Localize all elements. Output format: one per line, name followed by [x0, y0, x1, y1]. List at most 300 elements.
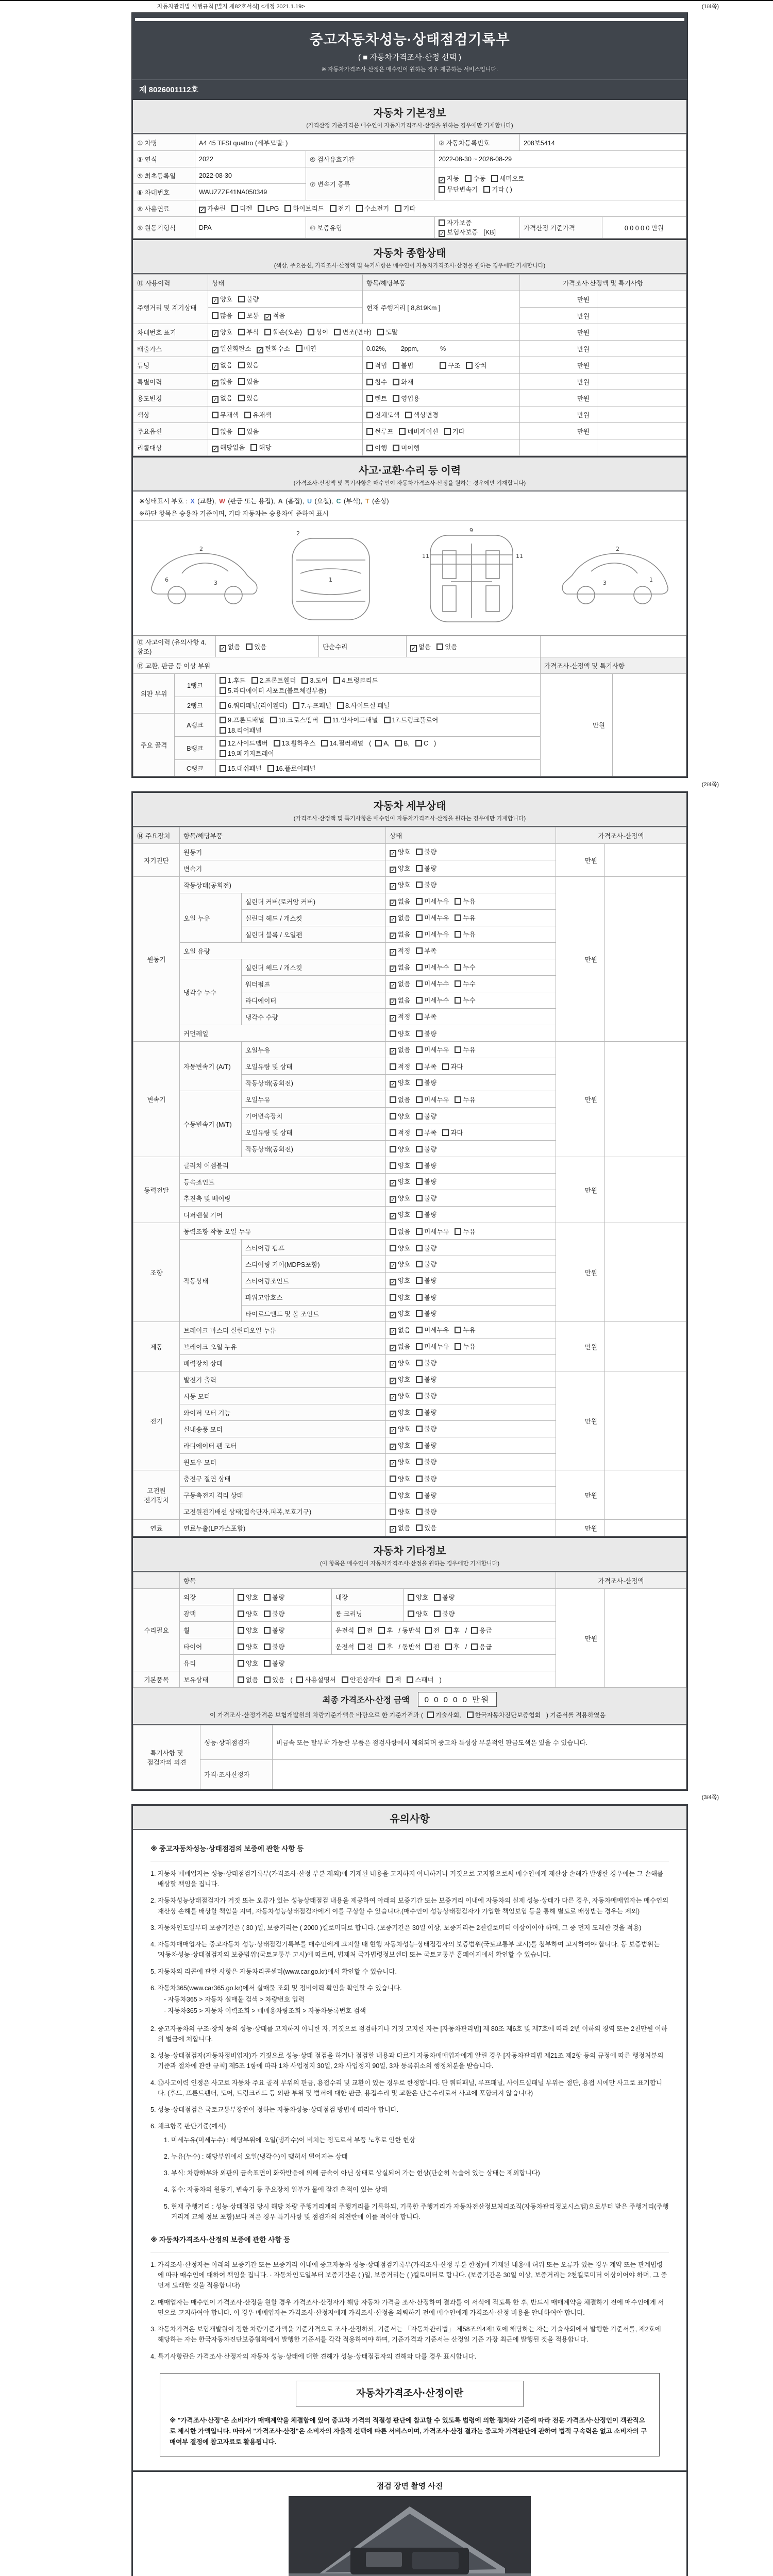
checkbox-icon[interactable] — [358, 1627, 365, 1634]
checkbox-option — [238, 427, 259, 436]
checkbox-option — [407, 1675, 433, 1684]
checkbox-checked-icon[interactable]: ✓ — [391, 1213, 396, 1219]
checkbox-icon[interactable] — [390, 1063, 396, 1070]
checkbox-icon[interactable] — [466, 362, 473, 369]
checkbox-label: 훼손(오손) — [273, 329, 302, 336]
item-label: 실린더 헤드 / 개스킷 — [242, 959, 386, 976]
checkbox-icon[interactable] — [442, 1129, 449, 1136]
checkbox-option — [390, 962, 410, 972]
overall-condition-table — [133, 274, 686, 456]
checkbox-label: 양호 — [398, 1178, 411, 1185]
checkbox-icon[interactable] — [416, 865, 423, 872]
checkbox-option — [416, 1045, 449, 1054]
checkbox-icon[interactable] — [366, 445, 373, 451]
checkbox-icon[interactable] — [416, 1509, 423, 1515]
device-group: 고전원 전기장치 — [133, 1470, 180, 1520]
checkbox-icon[interactable] — [330, 205, 337, 212]
checkbox-icon[interactable] — [416, 1079, 423, 1086]
checkbox-checked-icon[interactable]: ✓ — [391, 950, 396, 956]
checkbox-checked-icon[interactable]: ✓ — [265, 314, 271, 320]
checkbox-icon[interactable] — [416, 1492, 423, 1499]
checkbox-icon[interactable] — [471, 1627, 478, 1634]
checkbox-checked-icon[interactable]: ✓ — [213, 298, 218, 304]
checkbox-checked-icon[interactable]: ✓ — [391, 1395, 396, 1401]
checkbox-checked-icon[interactable]: ✓ — [391, 884, 396, 890]
checkbox-icon[interactable] — [390, 1245, 396, 1251]
item-label: 충전구 절연 상태 — [180, 1470, 386, 1487]
checkbox-icon[interactable] — [471, 1643, 478, 1650]
checkbox-icon[interactable] — [408, 1611, 414, 1617]
checkbox-icon[interactable] — [416, 1228, 423, 1235]
checkbox-icon[interactable] — [395, 205, 401, 212]
checkbox-label: 양호 — [398, 1426, 411, 1433]
checkbox-icon[interactable] — [416, 914, 423, 921]
checkbox-icon[interactable] — [390, 1146, 396, 1153]
checkbox-icon[interactable] — [238, 329, 245, 335]
checkbox-icon[interactable] — [324, 717, 331, 723]
checkbox-option — [408, 1609, 428, 1618]
checkbox-checked-icon[interactable]: ✓ — [391, 1444, 396, 1450]
checkbox-icon[interactable] — [416, 1195, 423, 1201]
checkbox-icon[interactable] — [238, 1627, 244, 1634]
checkbox-icon[interactable] — [444, 428, 451, 435]
checkbox-label: 탄화수소 — [265, 345, 290, 352]
checkbox-label: 부족 — [424, 1129, 437, 1137]
checkbox-icon[interactable] — [378, 1643, 385, 1650]
checkbox-icon[interactable] — [393, 445, 399, 451]
checkbox-checked-icon[interactable]: ✓ — [213, 380, 218, 386]
checkbox-icon[interactable] — [384, 717, 391, 723]
checkbox-icon[interactable] — [416, 1096, 423, 1103]
item-state — [386, 976, 556, 992]
item-state — [386, 992, 556, 1009]
checkbox-icon[interactable] — [416, 882, 423, 888]
checkbox-checked-icon[interactable]: ✓ — [391, 900, 396, 906]
checkbox-icon[interactable] — [366, 428, 373, 435]
checkbox-option — [390, 1358, 410, 1368]
checkbox-label: 수소전기 — [364, 205, 390, 212]
checkbox-icon[interactable] — [296, 1676, 303, 1683]
item-state — [386, 1520, 556, 1536]
checkbox-icon[interactable] — [212, 428, 219, 435]
checkbox-icon[interactable] — [390, 1294, 396, 1301]
checkbox-checked-icon[interactable]: ✓ — [391, 1461, 396, 1467]
checkbox-icon[interactable] — [416, 1310, 423, 1317]
checkbox-checked-icon[interactable]: ✓ — [391, 1329, 396, 1335]
damage-code-desc: (요철), — [313, 498, 333, 505]
checkbox-icon[interactable] — [408, 1594, 414, 1601]
checkbox-icon[interactable] — [416, 1376, 423, 1383]
checkbox-icon[interactable] — [455, 980, 461, 987]
checkbox-icon[interactable] — [416, 1113, 423, 1120]
checkbox-checked-icon[interactable]: ✓ — [391, 1180, 396, 1187]
checkbox-icon[interactable] — [416, 1360, 423, 1366]
opinion-role-label: 가격·조사산정자 — [200, 1760, 273, 1789]
tuning-legal-options — [366, 362, 419, 369]
damage-code-desc: (판금 또는 용접), — [226, 498, 275, 505]
checkbox-icon[interactable] — [378, 1627, 385, 1634]
checkbox-checked-icon[interactable]: ✓ — [200, 207, 205, 213]
checkbox-icon[interactable] — [390, 1113, 396, 1120]
checkbox-icon[interactable] — [416, 1245, 423, 1251]
checkbox-icon[interactable] — [416, 980, 423, 987]
checkbox-icon[interactable] — [439, 186, 445, 193]
checkbox-icon[interactable] — [264, 1611, 271, 1617]
checkbox-checked-icon[interactable]: ✓ — [391, 1263, 396, 1269]
checkbox-label: 양호 — [398, 1376, 411, 1383]
checkbox-label: 구조 — [448, 362, 461, 369]
checkbox-icon[interactable] — [395, 740, 402, 747]
checkbox-icon[interactable] — [416, 898, 423, 905]
checkbox-checked-icon[interactable]: ✓ — [391, 1048, 396, 1055]
checkbox-checked-icon[interactable]: ✓ — [391, 1197, 396, 1203]
checkbox-icon[interactable] — [440, 362, 446, 369]
checkbox-icon[interactable] — [220, 717, 226, 723]
page-number-1: (1/4쪽) — [701, 4, 719, 10]
checkbox-checked-icon[interactable]: ✓ — [221, 645, 226, 652]
checkbox-icon[interactable] — [390, 1228, 396, 1235]
checkbox-option — [442, 1128, 463, 1137]
checkbox-icon[interactable] — [334, 329, 341, 335]
inline-text: ( — [369, 740, 372, 747]
checkbox-icon[interactable] — [416, 1277, 423, 1284]
checkbox-checked-icon[interactable]: ✓ — [391, 867, 396, 873]
checkbox-icon[interactable] — [416, 1476, 423, 1482]
checkbox-icon[interactable] — [293, 702, 299, 709]
checkbox-icon[interactable] — [251, 677, 258, 684]
checkbox-icon[interactable] — [238, 1676, 244, 1683]
special-history-kind-options — [363, 374, 520, 390]
checkbox-icon[interactable] — [337, 702, 344, 709]
checkbox-icon[interactable] — [436, 643, 443, 650]
checkbox-label: 불량 — [424, 1112, 437, 1120]
checkbox-icon[interactable] — [377, 329, 384, 335]
note-cell — [605, 1157, 686, 1223]
checkbox-icon[interactable] — [220, 750, 226, 757]
checkbox-checked-icon[interactable]: ✓ — [391, 966, 396, 972]
accident-history-options — [216, 636, 319, 657]
checkbox-label: 영업용 — [401, 395, 420, 402]
checkbox-icon[interactable] — [416, 1146, 423, 1153]
checkbox-icon[interactable] — [434, 1594, 441, 1601]
checkbox-icon[interactable] — [390, 1492, 396, 1499]
checkbox-option — [466, 361, 486, 370]
checkbox-option — [393, 361, 413, 370]
checkbox-icon[interactable] — [455, 997, 461, 1004]
checkbox-checked-icon[interactable]: ✓ — [440, 177, 445, 183]
checkbox-icon[interactable] — [416, 1162, 423, 1169]
inline-text: ) — [433, 740, 436, 747]
checkbox-checked-icon[interactable]: ✓ — [213, 347, 218, 353]
checkbox-icon[interactable] — [238, 296, 245, 302]
checkbox-icon[interactable] — [231, 205, 238, 212]
checkbox-icon[interactable] — [491, 175, 498, 182]
checkbox-checked-icon[interactable]: ✓ — [391, 1345, 396, 1351]
checkbox-option — [425, 1642, 440, 1651]
checkbox-label: 누유 — [463, 1228, 476, 1235]
checkbox-label: 부족 — [424, 1063, 437, 1071]
checkbox-icon[interactable] — [416, 1524, 423, 1531]
checkbox-icon[interactable] — [308, 329, 314, 335]
checkbox-icon[interactable] — [264, 1627, 271, 1634]
checkbox-icon[interactable] — [416, 1409, 423, 1416]
checkbox-checked-icon[interactable]: ✓ — [391, 1527, 396, 1533]
checkbox-checked-icon[interactable]: ✓ — [391, 933, 396, 939]
checkbox-icon[interactable] — [296, 345, 303, 352]
checkbox-icon[interactable] — [455, 931, 461, 938]
damage-code-symbol: X — [190, 498, 195, 505]
checkbox-icon[interactable] — [416, 1343, 423, 1350]
checkbox-icon[interactable] — [238, 378, 245, 385]
checkbox-icon[interactable] — [416, 964, 423, 971]
checkbox-icon[interactable] — [416, 1013, 423, 1020]
checkbox-icon[interactable] — [416, 1063, 423, 1070]
checkbox-icon[interactable] — [238, 312, 245, 319]
vin-marking-options — [208, 324, 520, 341]
checkbox-icon[interactable] — [416, 1030, 423, 1037]
checkbox-checked-icon[interactable]: ✓ — [213, 364, 218, 370]
diagram-number: 2 — [296, 530, 300, 537]
checkbox-icon[interactable] — [416, 1261, 423, 1267]
checkbox-icon[interactable] — [399, 428, 406, 435]
checkbox-icon[interactable] — [264, 1660, 271, 1667]
checkbox-icon[interactable] — [333, 677, 340, 684]
checkbox-icon[interactable] — [264, 329, 271, 335]
checkbox-label: 수동 — [473, 175, 486, 182]
inline-text: / 동반석 — [398, 1643, 421, 1651]
final-price-label: 최종 가격조사·산정 금액 — [322, 1696, 410, 1705]
checkbox-checked-icon[interactable]: ✓ — [411, 645, 416, 652]
checkbox-icon[interactable] — [390, 1030, 396, 1037]
checkbox-icon[interactable] — [270, 717, 277, 723]
checkbox-checked-icon[interactable]: ✓ — [391, 1362, 396, 1368]
checkbox-icon[interactable] — [301, 677, 308, 684]
checkbox-label: 양호 — [398, 1261, 411, 1268]
checkbox-checked-icon[interactable]: ✓ — [391, 1279, 396, 1285]
checkbox-option — [445, 1625, 460, 1635]
checkbox-icon[interactable] — [393, 362, 399, 369]
checkbox-icon[interactable] — [434, 1611, 441, 1617]
checkbox-icon[interactable] — [238, 1660, 244, 1667]
checkbox-icon[interactable] — [264, 1594, 271, 1601]
checkbox-label: 누유 — [463, 931, 476, 938]
damage-code-symbol: U — [307, 498, 312, 505]
checkbox-label: 18.리어패널 — [228, 727, 262, 734]
notice-title: 유의사항 — [390, 1814, 430, 1825]
checkbox-icon[interactable] — [366, 379, 373, 385]
checkbox-checked-icon[interactable]: ✓ — [391, 917, 396, 923]
checkbox-icon[interactable] — [250, 444, 257, 451]
checkbox-icon[interactable] — [455, 1046, 461, 1053]
checkbox-icon[interactable] — [416, 849, 423, 855]
checkbox-label: 전체도색 — [375, 411, 400, 419]
checkbox-icon[interactable] — [220, 727, 226, 734]
checkbox-checked-icon[interactable]: ✓ — [391, 1081, 396, 1088]
checkbox-option — [416, 1062, 436, 1071]
item-label: 디퍼렌셜 기어 — [180, 1207, 386, 1223]
checkbox-icon[interactable] — [238, 428, 245, 435]
checkbox-option — [238, 311, 259, 320]
checkbox-icon[interactable] — [455, 1228, 461, 1235]
notice-item: 4. 특기사항란은 가격조사·산정자의 자동차 성능·상태에 대한 견해가 성능·상태점검자의 견해와 다를 경우 표시합니다. — [150, 2352, 477, 2360]
checkbox-icon[interactable] — [416, 1442, 423, 1449]
checkbox-icon[interactable] — [416, 1426, 423, 1432]
section-other-info — [131, 1538, 688, 1791]
checkbox-icon[interactable] — [439, 219, 445, 226]
checkbox-icon[interactable] — [455, 1343, 461, 1350]
checkbox-label: 전기 — [338, 205, 350, 212]
checkbox-icon[interactable] — [445, 1643, 452, 1650]
checkbox-icon[interactable] — [390, 1509, 396, 1515]
checkbox-checked-icon[interactable]: ✓ — [391, 1428, 396, 1434]
checkbox-icon[interactable] — [455, 964, 461, 971]
checkbox-icon[interactable] — [390, 1476, 396, 1482]
checkbox-icon[interactable] — [415, 740, 422, 747]
checkbox-icon[interactable] — [416, 931, 423, 938]
checkbox-option — [238, 393, 259, 402]
checkbox-icon[interactable] — [212, 312, 219, 319]
item-label: 윈도우 모터 — [180, 1454, 386, 1470]
price-cell: 만원 — [556, 1520, 605, 1536]
model-year-value: 2022 — [195, 151, 306, 167]
checkbox-icon[interactable] — [264, 1676, 271, 1683]
checkbox-icon[interactable] — [455, 914, 461, 921]
checkbox-icon[interactable] — [267, 765, 274, 772]
checkbox-icon[interactable] — [358, 1643, 365, 1650]
checkbox-icon[interactable] — [425, 1643, 432, 1650]
checkbox-icon[interactable] — [366, 412, 373, 418]
checkbox-icon[interactable] — [393, 395, 399, 402]
checkbox-label: 8.사이드실 패널 — [345, 702, 390, 709]
checkbox-icon[interactable] — [238, 395, 245, 401]
price-cell: 만원 — [520, 291, 597, 308]
checkbox-icon[interactable] — [375, 740, 382, 747]
checkbox-checked-icon[interactable]: ✓ — [391, 982, 396, 989]
checkbox-option — [293, 701, 331, 710]
checkbox-checked-icon[interactable]: ✓ — [391, 1312, 396, 1318]
checkbox-icon[interactable] — [390, 1096, 396, 1103]
group-label: 수리필요 — [133, 1589, 180, 1671]
checkbox-icon[interactable] — [246, 643, 253, 650]
checkbox-checked-icon[interactable]: ✓ — [213, 331, 218, 337]
checkbox-icon[interactable] — [467, 1711, 474, 1718]
checkbox-checked-icon[interactable]: ✓ — [213, 397, 218, 403]
checkbox-checked-icon[interactable]: ✓ — [391, 851, 396, 857]
checkbox-checked-icon[interactable]: ✓ — [391, 1378, 396, 1384]
checkbox-icon[interactable] — [416, 1129, 423, 1136]
checkbox-icon[interactable] — [238, 1643, 244, 1650]
checkbox-icon[interactable] — [284, 205, 291, 212]
checkbox-icon[interactable] — [455, 1327, 461, 1333]
checkbox-icon[interactable] — [238, 1594, 244, 1601]
checkbox-icon[interactable] — [212, 412, 219, 418]
checkbox-icon[interactable] — [465, 175, 472, 182]
definition-box-text: ※ "가격조사·산정"은 소비자가 매매계약을 체결함에 있어 중고차 가격의 적절성 판단에 참고할 수 있도록 법령에 의한 절차와 기준에 따라 전문 가격조사·산정인이 객관적으로 제시한 가액입니다. 따라서 "가격조사·산정"은 소비자의 자율적 선택에 따른 서비스이며, 가격조사·산정 결과는 중고차 가격판단에 관하여 법적 구속력은 없고 소비자의 구매여부 결정에 참고자료로 활용됩니다. — [170, 2416, 647, 2446]
checkbox-label: 양호 — [398, 1211, 411, 1218]
checkbox-icon[interactable] — [416, 1327, 423, 1333]
checkbox-icon[interactable] — [342, 1676, 348, 1683]
checkbox-label: 양호 — [398, 1112, 411, 1120]
checkbox-icon[interactable] — [244, 412, 251, 418]
checkbox-icon[interactable] — [220, 740, 226, 747]
checkbox-icon[interactable] — [390, 1129, 396, 1136]
checkbox-icon[interactable] — [220, 765, 226, 772]
rankB-parts — [216, 737, 541, 760]
price-cell: 만원 — [520, 390, 597, 406]
checkbox-icon[interactable] — [390, 1162, 396, 1169]
checkbox-icon[interactable] — [445, 1627, 452, 1634]
checkbox-label: 불량 — [424, 849, 437, 856]
checkbox-option — [220, 749, 274, 758]
checkbox-label: 양호 — [398, 1162, 411, 1170]
checkbox-icon[interactable] — [416, 1294, 423, 1301]
checkbox-icon[interactable] — [238, 1611, 244, 1617]
checkbox-icon[interactable] — [356, 205, 363, 212]
checkbox-icon[interactable] — [405, 412, 412, 418]
checkbox-icon[interactable] — [416, 1393, 423, 1399]
checkbox-label: 기타 — [403, 205, 416, 212]
checkbox-icon[interactable] — [386, 1676, 393, 1683]
checkbox-icon[interactable] — [455, 1096, 461, 1103]
checkbox-icon[interactable] — [366, 362, 373, 369]
checkbox-checked-icon[interactable]: ✓ — [258, 347, 263, 353]
checkbox-option — [439, 218, 472, 227]
checkbox-checked-icon[interactable]: ✓ — [440, 231, 445, 237]
item-label: 오일유량 및 상태 — [242, 1124, 386, 1141]
checkbox-checked-icon[interactable]: ✓ — [391, 999, 396, 1005]
note-cell — [605, 1520, 686, 1536]
checkbox-icon[interactable] — [483, 186, 490, 193]
page-number-3: (3/4쪽) — [701, 1794, 719, 1801]
checkbox-icon[interactable] — [264, 1643, 271, 1650]
checkbox-icon[interactable] — [274, 740, 280, 747]
checkbox-label: 16.플로어패널 — [275, 765, 316, 772]
checkbox-icon[interactable] — [416, 997, 423, 1004]
checkbox-icon[interactable] — [442, 1063, 449, 1070]
checkbox-icon[interactable] — [220, 702, 226, 709]
checkbox-label: 적정 — [398, 947, 411, 955]
checkbox-option — [416, 1193, 436, 1202]
checkbox-icon[interactable] — [416, 1211, 423, 1218]
notice-subitem: 5. 현재 주행거리 : 성능·상태점검 당시 해당 차량 주행거리계의 주행거리를 기록하되, 기록한 주행거리가 자동차전산정보처리조직(자동차관리정보시스템)으로부터 받은 주행거리(주행거리계 교체 정보 포함)보다 적은 경우 특기사항 및 점검자의 의견란에 이를 적어야 합니다. — [164, 2202, 669, 2221]
notice-heading-2: ※ 자동차가격조사·산정의 보증에 관한 사항 등 — [150, 2230, 669, 2252]
checkbox-icon[interactable] — [238, 362, 245, 368]
checkbox-icon[interactable] — [220, 687, 226, 694]
checkbox-icon[interactable] — [455, 898, 461, 905]
checkbox-checked-icon[interactable]: ✓ — [391, 1015, 396, 1022]
field-label: ④ 검사유효기간 — [306, 151, 435, 167]
rank1-parts-line2 — [220, 685, 536, 696]
checkbox-checked-icon[interactable]: ✓ — [391, 1411, 396, 1417]
checkbox-icon[interactable] — [393, 379, 399, 385]
checkbox-option — [238, 1625, 258, 1635]
checkbox-icon[interactable] — [427, 1711, 434, 1718]
checkbox-checked-icon[interactable]: ✓ — [213, 446, 218, 452]
checkbox-icon[interactable] — [220, 677, 226, 684]
checkbox-icon[interactable] — [416, 947, 423, 954]
checkbox-icon[interactable] — [416, 1046, 423, 1053]
notice-item: 2. 자동차성능상태점검자가 거짓 또는 오류가 있는 성능상태점검 내용을 제공하여 아래의 보증기간 또는 보증거리 이내에 자동차의 실제 성능·상태가 다른 경우, 자동차매매업자는 매수인의 재산상 손해를 배상할 책임을 지며, 자동차성능상태점검자에게 이를 구상할 수 있습니다.(매수인이 성능상태점검자가 가입한 책임보험 등을 통해 별도로 배상받는 경우는 제외) — [150, 1897, 669, 1915]
checkbox-label: 후 — [453, 1643, 460, 1651]
checkbox-icon[interactable] — [321, 740, 328, 747]
checkbox-icon[interactable] — [407, 1676, 413, 1683]
checkbox-icon[interactable] — [416, 1459, 423, 1465]
checkbox-icon[interactable] — [366, 395, 373, 402]
notice-item: 5. 성능·상태점검은 국토교통부장관이 정하는 자동차성능·상태점검 방법에 따라야 합니다. — [150, 2106, 399, 2114]
checkbox-icon[interactable] — [416, 1178, 423, 1185]
checkbox-icon[interactable] — [258, 205, 264, 212]
checkbox-icon[interactable] — [425, 1627, 432, 1634]
